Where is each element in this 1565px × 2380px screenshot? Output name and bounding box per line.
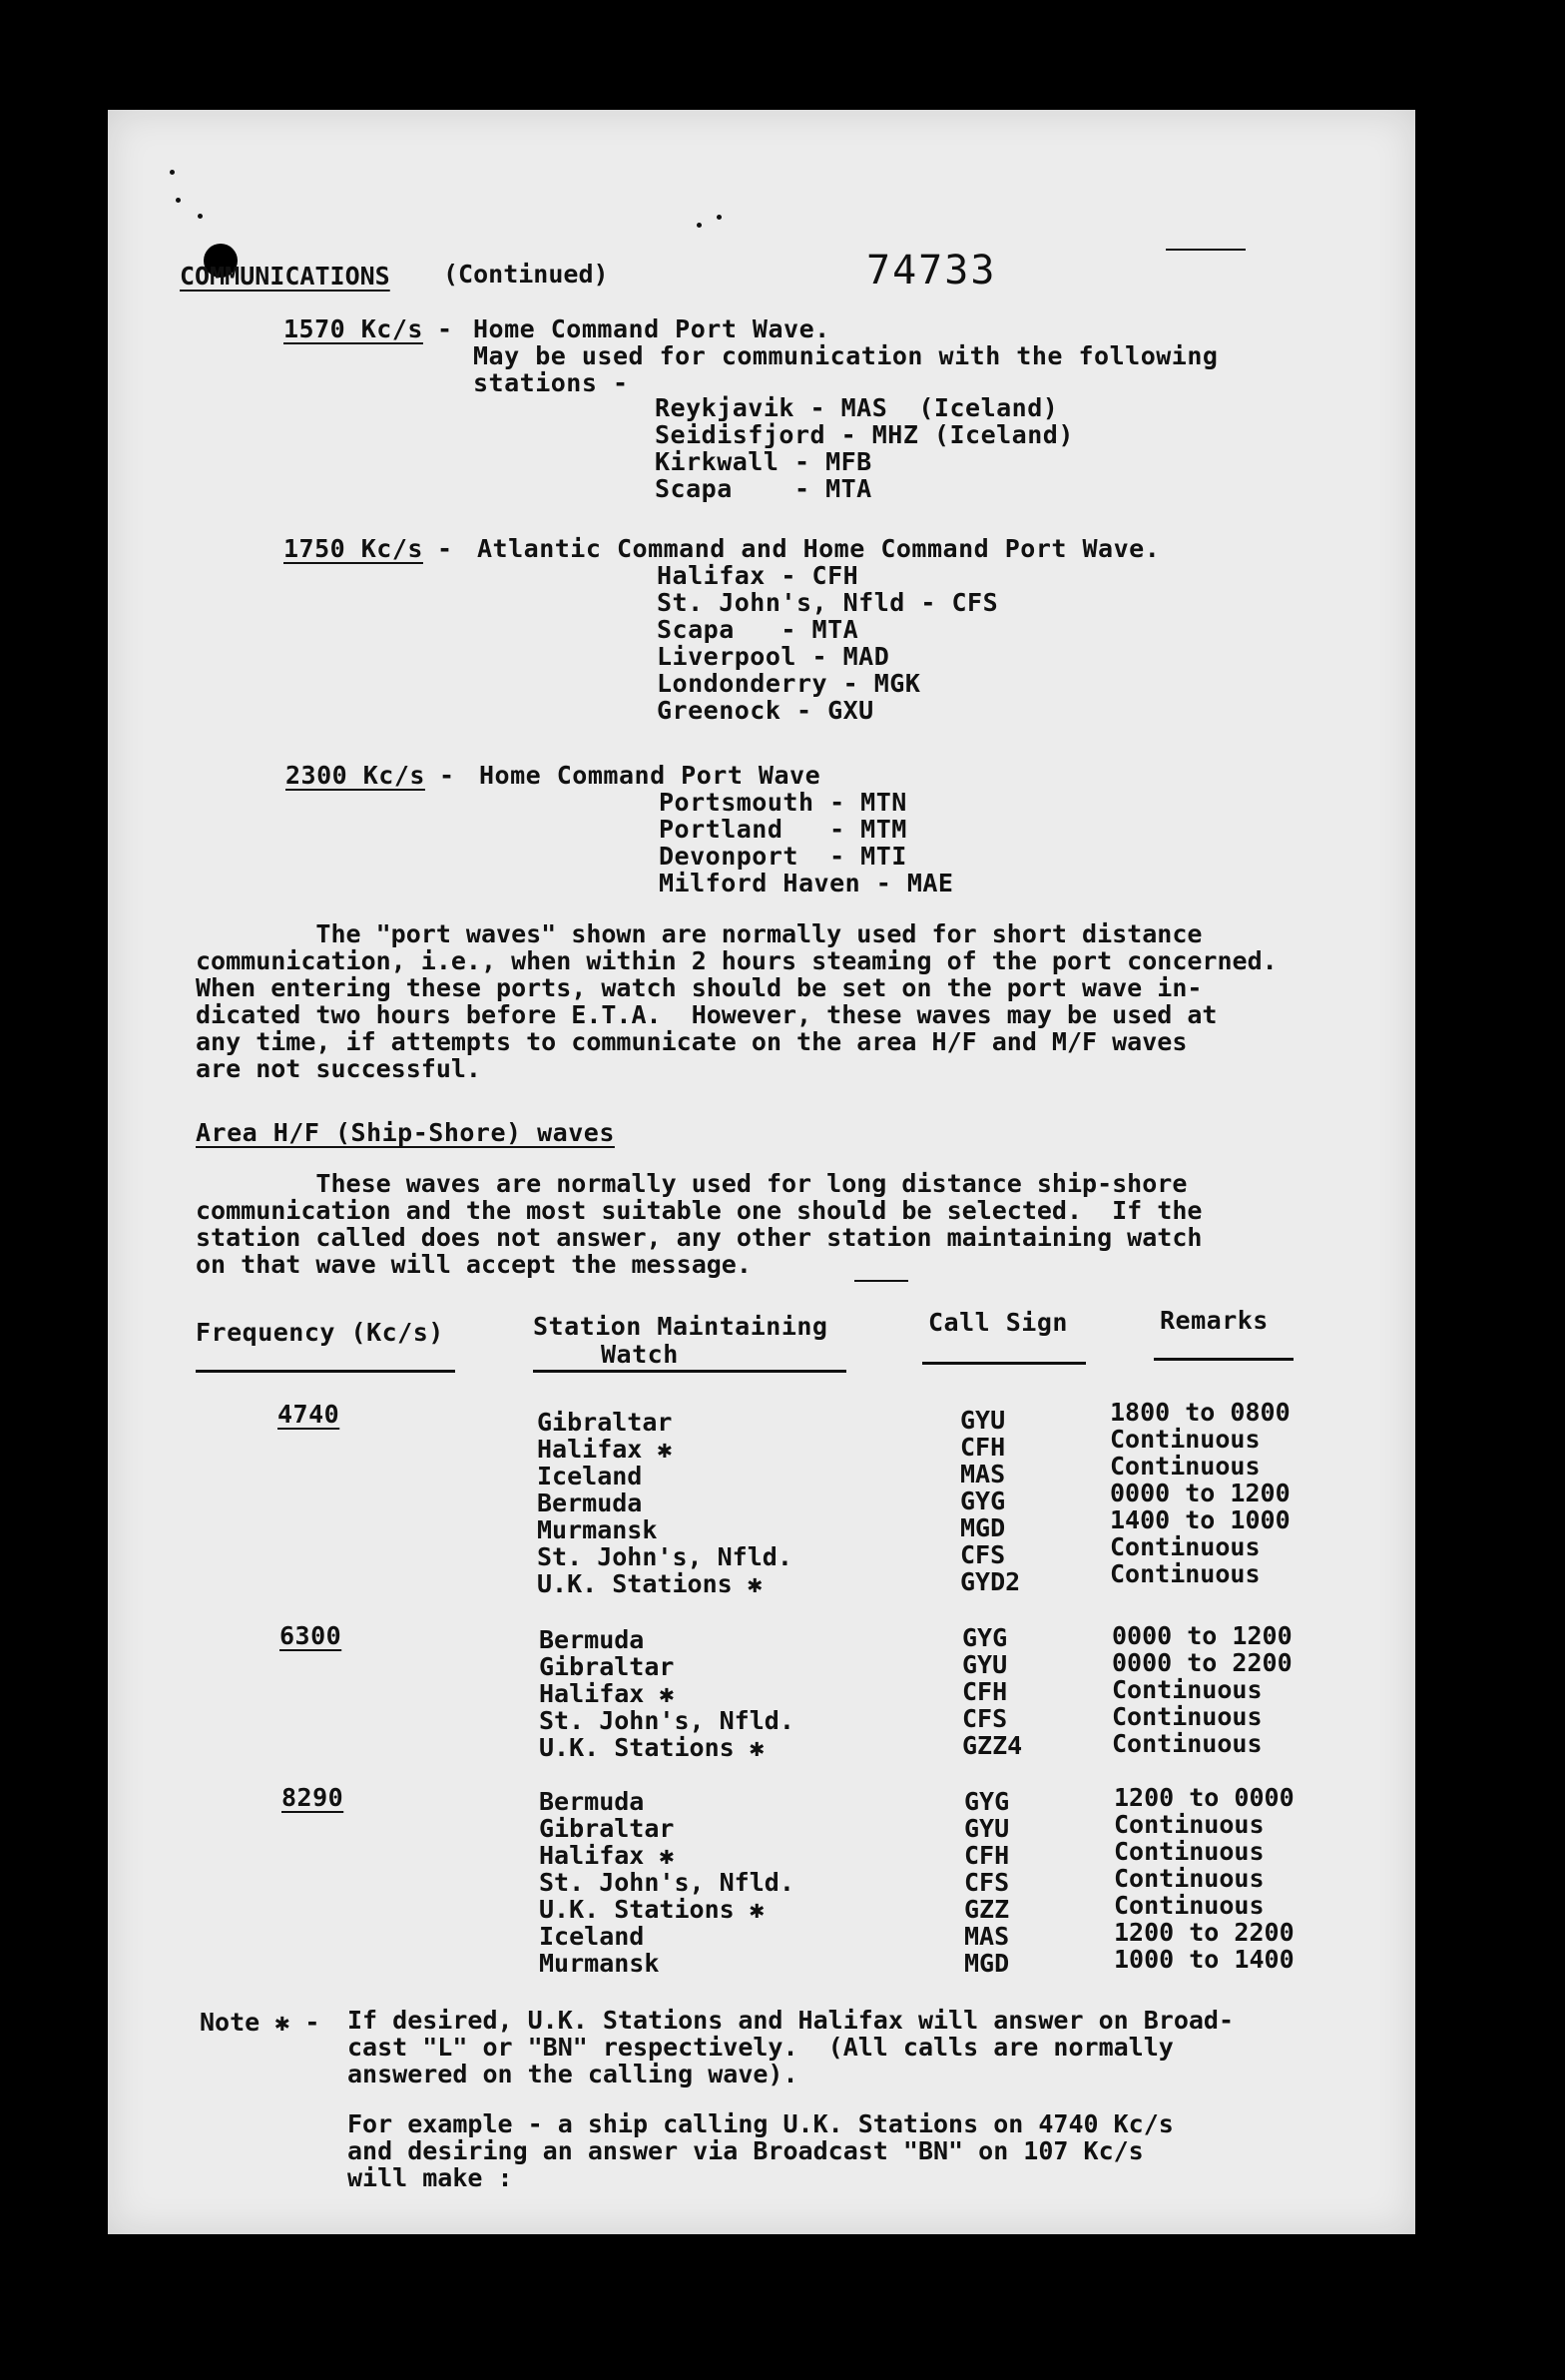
call-cell: MAS (964, 1922, 1010, 1951)
area-note-line: communication and the most suitable one should be selected. If the (196, 1196, 1203, 1225)
remarks-cell: Continuous (1112, 1702, 1263, 1731)
station-cell: Gibraltar (539, 1814, 675, 1843)
example-line: will make : (347, 2163, 513, 2192)
remarks-cell: Continuous (1110, 1452, 1261, 1481)
station-cell: Halifax ✱ (539, 1679, 675, 1708)
speck (176, 198, 181, 203)
footnote-label: Note ✱ - (200, 2008, 320, 2037)
call-cell: GYG (960, 1487, 1006, 1515)
remarks-cell: Continuous (1114, 1837, 1265, 1866)
station-line: Liverpool - MAD (657, 642, 890, 671)
port-waves-line: communication, i.e., when within 2 hours steaming of the port concerned. (196, 946, 1278, 975)
remarks-cell: Continuous (1112, 1729, 1263, 1758)
station-cell: Bermuda (539, 1787, 645, 1816)
remarks-cell: 1400 to 1000 (1110, 1505, 1291, 1534)
remarks-cell: Continuous (1110, 1425, 1261, 1454)
group-freq: 4740 (277, 1400, 340, 1429)
area-note-line: These waves are normally used for long distance ship-shore (196, 1169, 1188, 1198)
document-number: 74733 (866, 248, 997, 294)
remarks-cell: 0000 to 1200 (1110, 1479, 1291, 1507)
station-line: Halifax - CFH (657, 561, 859, 590)
speck (717, 215, 722, 220)
remarks-cell: 1200 to 2200 (1114, 1918, 1295, 1947)
dash: - (437, 534, 453, 563)
station-cell: U.K. Stations ✱ (539, 1733, 765, 1762)
call-cell: GZZ (964, 1895, 1010, 1924)
call-cell: GYG (962, 1623, 1008, 1652)
dash: - (437, 314, 453, 343)
station-line: Scapa - MTA (657, 615, 859, 644)
station-cell: St. John's, Nfld. (537, 1542, 792, 1571)
wave-2300-desc: Home Command Port Wave (479, 761, 821, 790)
call-cell: MAS (960, 1460, 1006, 1488)
station-cell: Halifax ✱ (537, 1435, 673, 1464)
col-rule-remarks (1154, 1358, 1294, 1361)
station-line: Kirkwall - MFB (655, 447, 872, 476)
remarks-cell: Continuous (1110, 1559, 1261, 1588)
call-cell: GYD2 (960, 1567, 1021, 1596)
call-cell: CFS (962, 1704, 1008, 1733)
call-cell: CFS (960, 1540, 1006, 1569)
call-cell: MGD (960, 1513, 1006, 1542)
area-note-line: on that wave will accept the message. (196, 1250, 752, 1279)
port-waves-line: any time, if attempts to communicate on the area H/F and M/F waves (196, 1027, 1188, 1056)
station-line: St. John's, Nfld - CFS (657, 588, 999, 617)
group-freq: 6300 (279, 1621, 342, 1650)
remarks-cell: Continuous (1114, 1864, 1265, 1893)
col-rule-station (533, 1370, 846, 1373)
remarks-cell: 1200 to 0000 (1114, 1783, 1295, 1812)
speck (697, 223, 702, 228)
station-cell: Bermuda (537, 1488, 643, 1517)
col-rule-call-sign (922, 1362, 1086, 1365)
port-waves-line: dicated two hours before E.T.A. However, these waves may be used at (196, 1000, 1218, 1029)
remarks-cell: Continuous (1114, 1891, 1265, 1920)
station-cell: Gibraltar (537, 1408, 673, 1437)
station-cell: Murmansk (537, 1515, 658, 1544)
area-heading: Area H/F (Ship-Shore) waves (196, 1118, 615, 1147)
page-title: COMMUNICATIONS (180, 262, 390, 291)
call-cell: GYU (964, 1814, 1010, 1843)
continued-label: (Continued) (443, 260, 609, 289)
station-line: Reykjavik - MAS (Iceland) (655, 393, 1059, 422)
call-cell: CFH (964, 1841, 1010, 1870)
station-line: Londonderry - MGK (657, 669, 921, 698)
station-cell: Iceland (537, 1462, 643, 1490)
station-cell: Iceland (539, 1922, 645, 1951)
station-cell: St. John's, Nfld. (539, 1868, 794, 1897)
footnote-line: cast "L" or "BN" respectively. (All calls are normally (347, 2033, 1174, 2062)
col-header-station-watch: Watch (601, 1340, 679, 1369)
station-line: Portsmouth - MTN (659, 788, 907, 817)
call-cell: CFS (964, 1868, 1010, 1897)
remarks-cell: 0000 to 1200 (1112, 1621, 1293, 1650)
freq-1570: 1570 Kc/s (283, 314, 423, 343)
remarks-cell: Continuous (1114, 1810, 1265, 1839)
call-cell: GZZ4 (962, 1731, 1023, 1760)
col-rule-frequency (196, 1370, 455, 1373)
area-note-line: station called does not answer, any other station maintaining watch (196, 1223, 1203, 1252)
remarks-cell: Continuous (1112, 1675, 1263, 1704)
call-cell: GYU (962, 1650, 1008, 1679)
station-cell: Gibraltar (539, 1652, 675, 1681)
table-row (537, 1408, 672, 1437)
group-freq: 8290 (281, 1783, 344, 1812)
station-line: Scapa - MTA (655, 474, 872, 503)
remarks-cell: 0000 to 2200 (1112, 1648, 1293, 1677)
remarks-cell: Continuous (1110, 1532, 1261, 1561)
port-waves-line: are not successful. (196, 1054, 481, 1083)
port-waves-line: When entering these ports, watch should be set on the port wave in- (196, 973, 1203, 1002)
remarks-cell: 1800 to 0800 (1110, 1398, 1291, 1427)
speck (170, 170, 175, 175)
station-line: Portland - MTM (659, 815, 907, 844)
station-cell: U.K. Stations ✱ (539, 1895, 765, 1924)
station-line: Devonport - MTI (659, 842, 907, 871)
station-cell: U.K. Stations ✱ (537, 1569, 763, 1598)
port-waves-line: The "port waves" shown are normally used for short distance (196, 919, 1203, 948)
footnote-line: answered on the calling wave). (347, 2060, 798, 2088)
call-cell: CFH (960, 1433, 1006, 1462)
col-header-remarks: Remarks (1160, 1306, 1269, 1335)
footnote-line: If desired, U.K. Stations and Halifax will answer on Broad- (347, 2006, 1235, 2035)
col-header-station: Station Maintaining (533, 1312, 828, 1341)
call-cell: GYU (960, 1406, 1006, 1435)
station-line: Milford Haven - MAE (659, 869, 954, 897)
example-line: For example - a ship calling U.K. Stations on 4740 Kc/s (347, 2109, 1174, 2138)
station-cell: St. John's, Nfld. (539, 1706, 794, 1735)
station-cell: Halifax ✱ (539, 1841, 675, 1870)
remarks-cell: 1000 to 1400 (1114, 1945, 1295, 1974)
call-cell: GYG (964, 1787, 1010, 1816)
speck (198, 214, 203, 219)
header-rule (1166, 249, 1246, 251)
wave-1570-desc-2: May be used for communication with the following (473, 341, 1219, 370)
freq-1750: 1750 Kc/s (283, 534, 423, 563)
station-line: Greenock - GXU (657, 696, 874, 725)
col-header-call-sign: Call Sign (928, 1308, 1068, 1337)
note-end-rule (854, 1280, 908, 1282)
dash: - (439, 761, 455, 790)
call-cell: MGD (964, 1949, 1010, 1978)
example-line: and desiring an answer via Broadcast "BN" on 107 Kc/s (347, 2136, 1144, 2165)
call-cell: CFH (962, 1677, 1008, 1706)
wave-1570-desc-3: stations - (473, 368, 629, 397)
document-page (108, 110, 1415, 2234)
station-line: Seidisfjord - MHZ (Iceland) (655, 420, 1074, 449)
wave-1750-desc: Atlantic Command and Home Command Port Wave. (477, 534, 1161, 563)
station-cell: Bermuda (539, 1625, 645, 1654)
wave-1570-desc-1: Home Command Port Wave. (473, 314, 830, 343)
col-header-frequency: Frequency (Kc/s) (196, 1318, 444, 1347)
station-cell: Murmansk (539, 1949, 660, 1978)
freq-2300: 2300 Kc/s (285, 761, 425, 790)
